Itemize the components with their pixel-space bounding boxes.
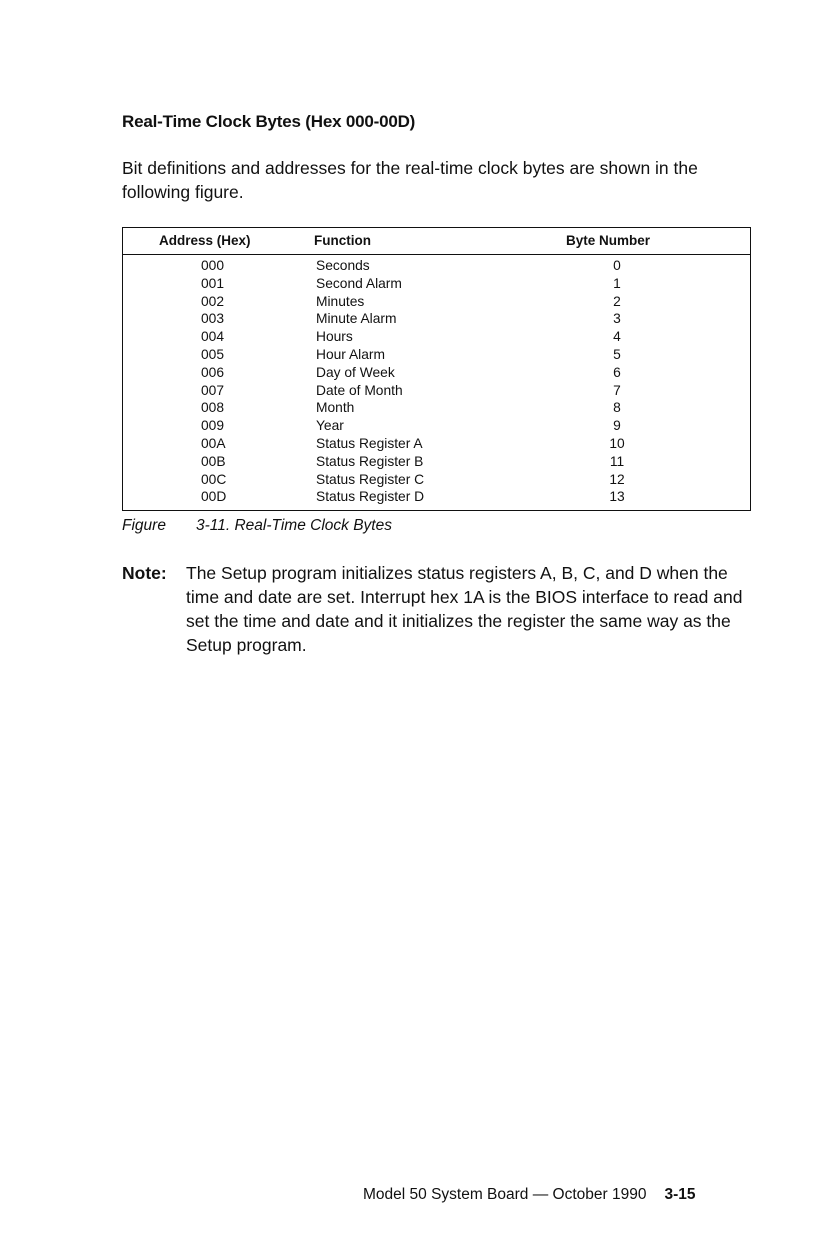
row-function: Status Register C (316, 471, 425, 487)
clock-bytes-table (122, 227, 751, 511)
row-byte-number: 4 (613, 329, 621, 345)
row-address: 00C (201, 471, 227, 487)
table-row (123, 293, 750, 311)
row-address: 000 (201, 258, 225, 273)
intro-paragraph: Bit definitions and addresses for the real-time clock bytes are shown in the following figure. (122, 158, 698, 202)
row-function: Minutes (316, 293, 365, 309)
row-address: 00D (201, 489, 227, 505)
figure-caption (122, 517, 392, 535)
header-byte-number: Byte Number (566, 233, 651, 248)
row-byte-number: 1 (613, 275, 621, 291)
row-byte-number: 6 (613, 364, 621, 380)
row-address: 009 (201, 418, 225, 434)
row-address: 00B (201, 453, 226, 469)
table-row (123, 471, 750, 489)
row-byte-number: 8 (613, 400, 621, 416)
row-address: 002 (201, 293, 225, 309)
table-row (123, 417, 750, 435)
page-number: 3-15 (664, 1186, 696, 1203)
page-footer (363, 1186, 695, 1204)
table-row (123, 382, 750, 400)
row-byte-number: 3 (613, 311, 621, 327)
header-function: Function (314, 233, 371, 248)
table-body (123, 257, 750, 506)
table-row (123, 435, 750, 453)
row-function: Seconds (316, 258, 370, 273)
row-function: Status Register D (316, 489, 425, 505)
row-byte-number: 13 (609, 489, 625, 505)
table-header (123, 228, 750, 255)
row-function: Hours (316, 329, 353, 345)
figure-label: Figure (122, 517, 166, 534)
figure-title: 3-11. Real-Time Clock Bytes (196, 517, 392, 534)
section-heading: Real-Time Clock Bytes (Hex 000-00D) (122, 112, 416, 131)
table-row (123, 364, 750, 382)
row-address: 008 (201, 400, 225, 416)
table-row (123, 275, 750, 293)
row-address: 004 (201, 329, 225, 345)
table-row (123, 257, 750, 275)
row-address: 00A (201, 435, 226, 451)
table-row (123, 488, 750, 506)
row-function: Status Register B (316, 453, 424, 469)
row-byte-number: 7 (613, 382, 621, 398)
row-function: Date of Month (316, 382, 403, 398)
row-function: Day of Week (316, 364, 395, 380)
table-row (123, 346, 750, 364)
row-address: 007 (201, 382, 225, 398)
row-function: Status Register A (316, 435, 423, 451)
row-address: 006 (201, 364, 225, 380)
footer-title: Model 50 System Board — October 1990 (363, 1186, 647, 1203)
row-address: 001 (201, 275, 225, 291)
row-function: Year (316, 418, 344, 434)
header-address: Address (Hex) (159, 233, 251, 248)
row-byte-number: 5 (613, 346, 621, 362)
row-address: 003 (201, 311, 225, 327)
table-row (123, 328, 750, 346)
row-byte-number: 11 (609, 453, 625, 469)
row-function: Minute Alarm (316, 311, 397, 327)
row-function: Hour Alarm (316, 346, 386, 362)
row-address: 005 (201, 346, 225, 362)
row-byte-number: 0 (613, 258, 621, 273)
row-function: Second Alarm (316, 275, 402, 291)
row-byte-number: 9 (613, 418, 621, 434)
row-byte-number: 2 (613, 293, 621, 309)
row-byte-number: 12 (609, 471, 625, 487)
note-label: Note: (122, 563, 167, 583)
table-row (123, 399, 750, 417)
row-function: Month (316, 400, 355, 416)
table-row (123, 453, 750, 471)
row-byte-number: 10 (609, 435, 625, 451)
note-text: The Setup program initializes status registers A, B, C, and D when the time and date are set. Interrupt hex 1A is the BIOS interface to read and set the time and date and it initializes the register the same way as the Setup program. (186, 563, 743, 655)
table-row (123, 310, 750, 328)
